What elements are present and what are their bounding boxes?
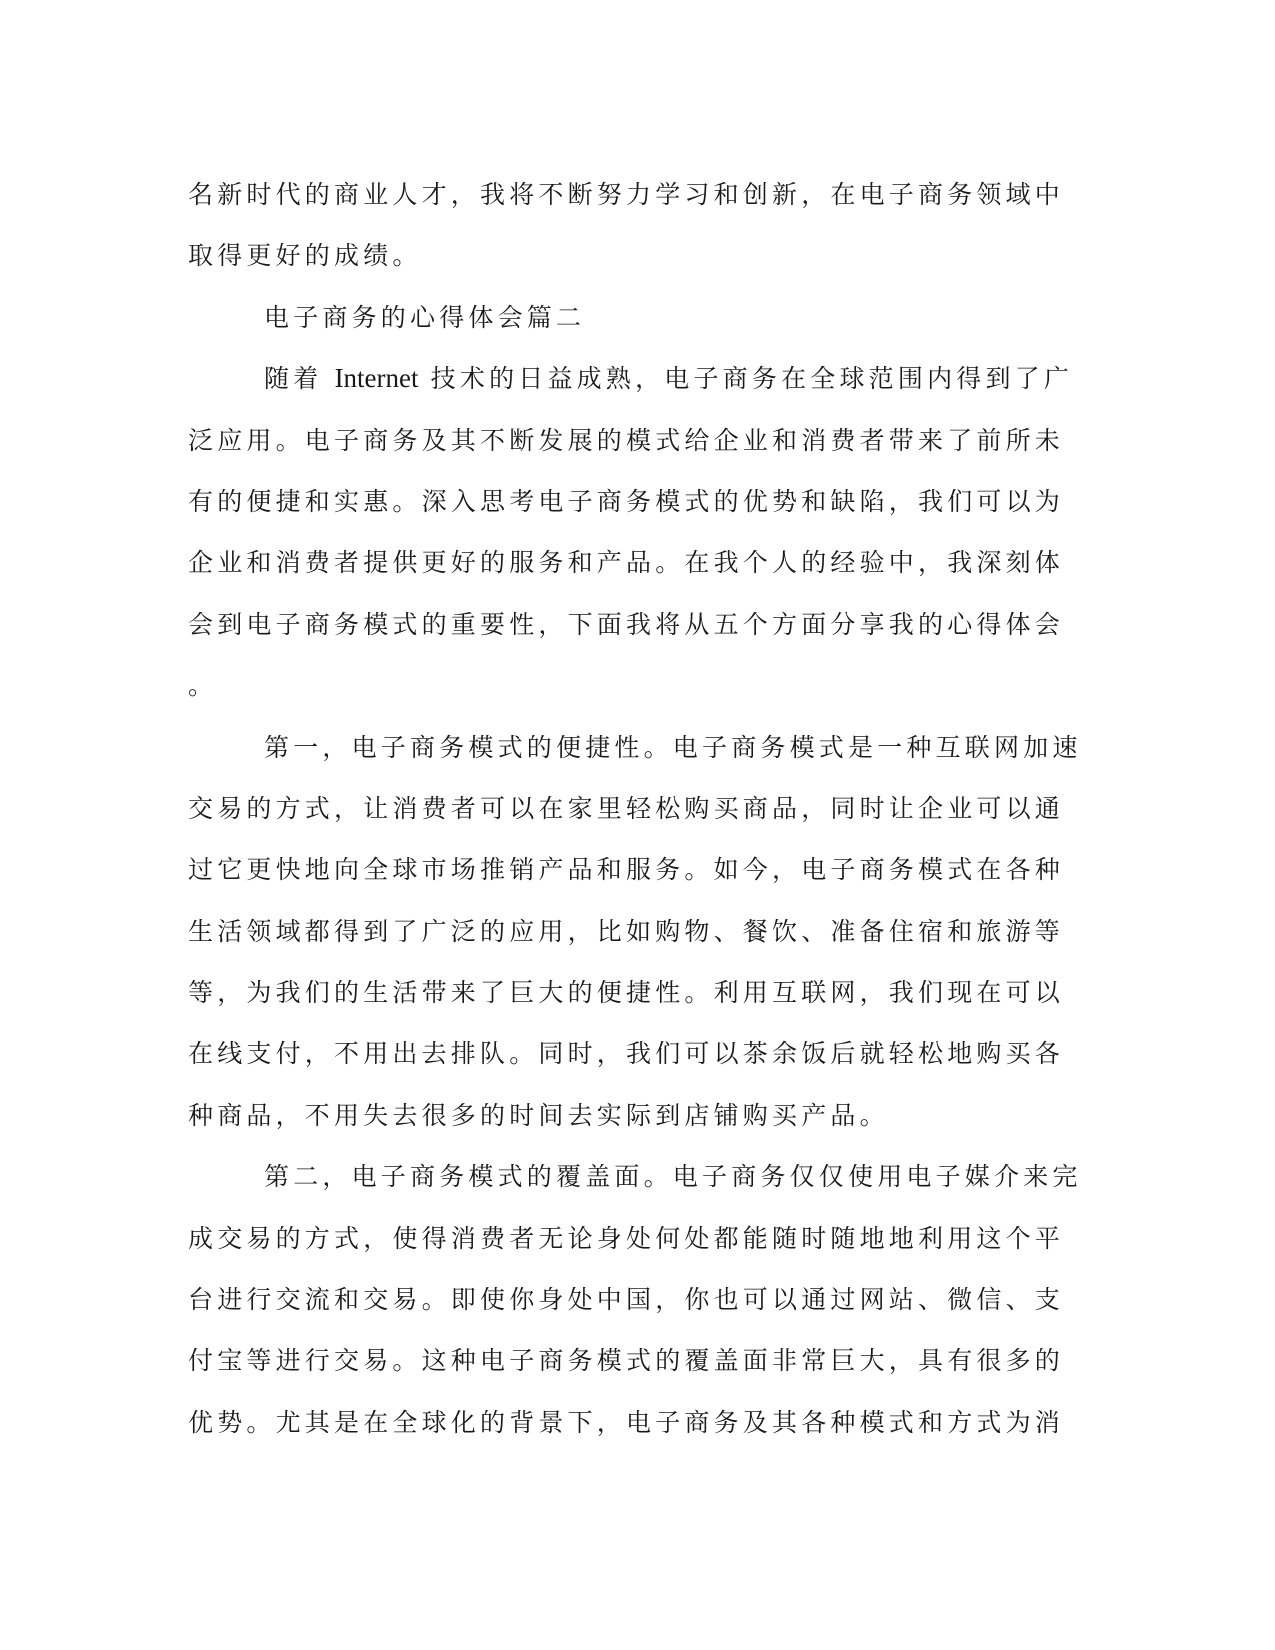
text-line: 。 [188,671,218,701]
text-line: 种商品，不用失去很多的时间去实际到店铺购买产品。 [188,1100,889,1130]
text-line: 会到电子商务模式的重要性，下面我将从五个方面分享我的心得体会 [188,609,1065,639]
text-line: 过它更快地向全球市场推销产品和服务。如今，电子商务模式在各种 [188,855,1065,885]
text-segment: 随着 [264,364,335,394]
text-line: 有的便捷和实惠。深入思考电子商务模式的优势和缺陷，我们可以为 [188,486,1065,516]
text-line: 交易的方式，让消费者可以在家里轻松购买商品，同时让企业可以通 [188,793,1065,823]
text-line: 企业和消费者提供更好的服务和产品。在我个人的经验中，我深刻体 [188,548,1065,578]
paragraph-first-line: 第二，电子商务模式的覆盖面。电子商务仅仅使用电子媒介来完 [264,1162,1082,1192]
text-line: 生活领域都得到了广泛的应用，比如购物、餐饮、准备住宿和旅游等 [188,916,1065,946]
text-segment: 技术的日益成熟，电子商务在全球范围内得到了广 [418,364,1074,394]
text-line: 成交易的方式，使得消费者无论身处何处都能随时随地地利用这个平 [188,1223,1065,1253]
text-line: 泛应用。电子商务及其不断发展的模式给企业和消费者带来了前所未 [188,425,1065,455]
text-line: 台进行交流和交易。即使你身处中国，你也可以通过网站、微信、支 [188,1285,1065,1315]
text-line: 等，为我们的生活带来了巨大的便捷性。利用互联网，我们现在可以 [188,978,1065,1008]
text-line: 优势。尤其是在全球化的背景下，电子商务及其各种模式和方式为消 [188,1407,1065,1437]
document-body [188,164,1082,1453]
paragraph-first-line: 第一，电子商务模式的便捷性。电子商务模式是一种互联网加速 [264,732,1082,762]
paragraph-first-line [188,348,1073,409]
text-line: 在线支付，不用出去排队。同时，我们可以茶余饭后就轻松地购买各 [188,1039,1065,1069]
text-line: 付宝等进行交易。这种电子商务模式的覆盖面非常巨大，具有很多的 [188,1346,1065,1376]
section-heading: 电子商务的心得体会篇二 [264,302,586,332]
text-line: 名新时代的商业人才，我将不断努力学习和创新，在电子商务领域中 [188,180,1065,209]
latin-term: Internet [334,363,419,394]
text-line: 取得更好的成绩。 [188,241,422,271]
